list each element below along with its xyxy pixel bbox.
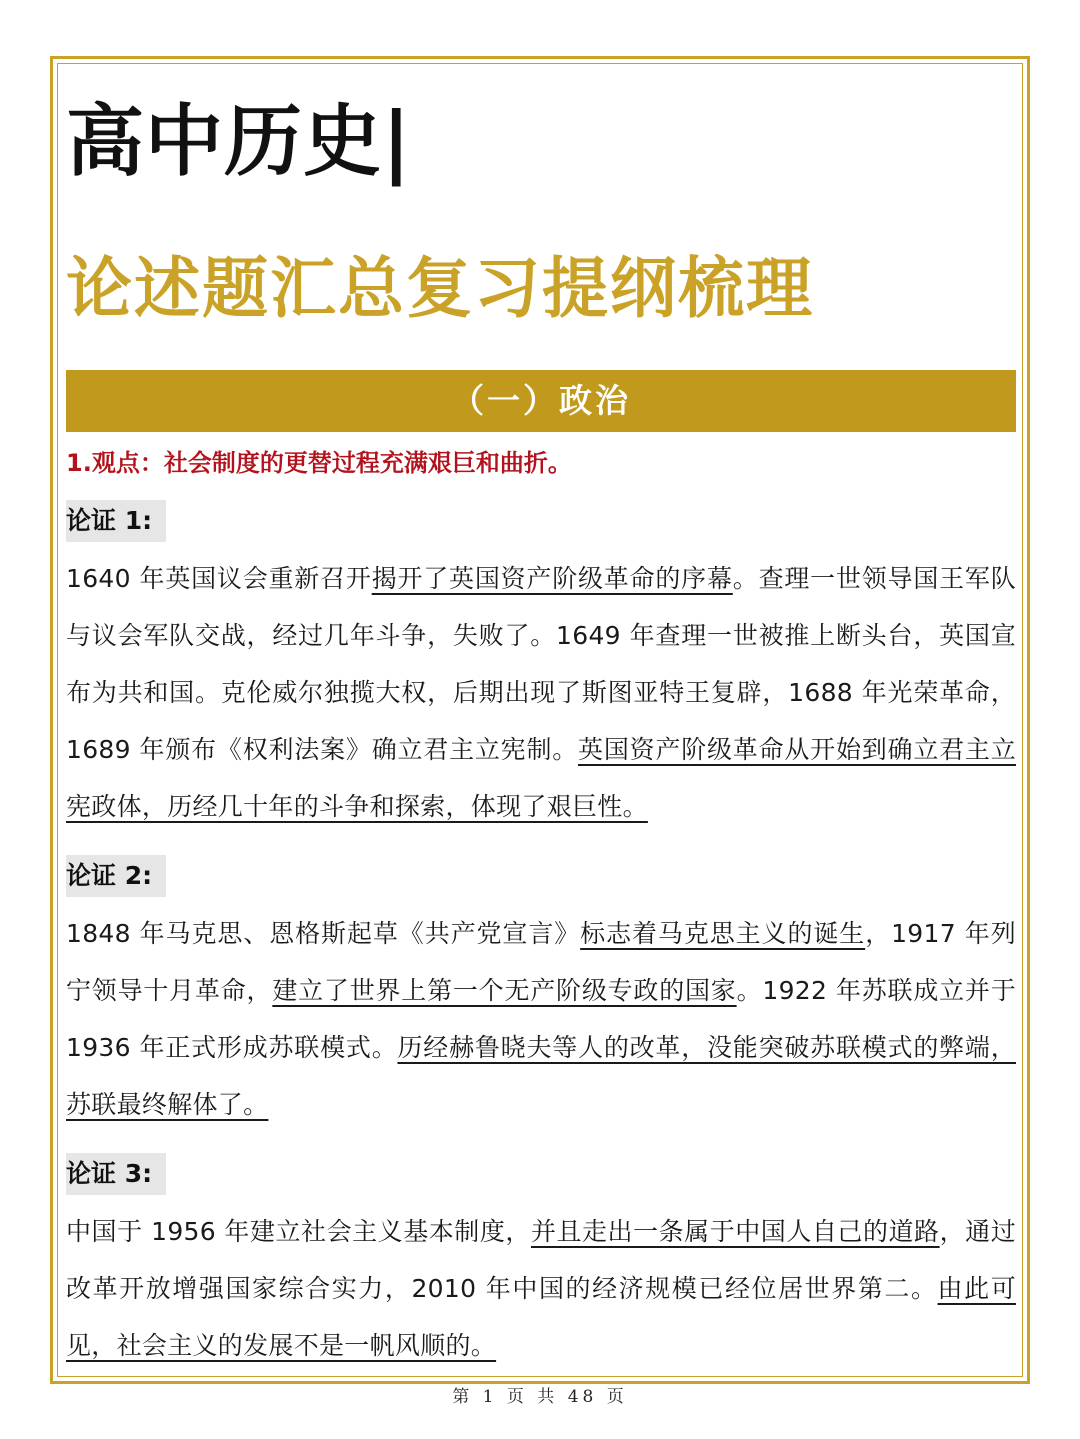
document-body xyxy=(66,70,1016,1374)
text-run: 1848 年马克思、恩格斯起草《共产党宣言》 xyxy=(66,919,581,948)
viewpoint-statement: 1.观点：社会制度的更替过程充满艰巨和曲折。 xyxy=(66,449,572,477)
argument-text xyxy=(66,1203,1016,1374)
argument-label: 论证 1: xyxy=(66,500,166,542)
text-run: ，通过改革开放增强国家综合实力，2010 年中国的经济规模已经位居世界第二。 xyxy=(66,1217,1016,1303)
underlined-text: 英国资产阶级革命从开始到确立君主立宪政体，历经几十年的斗争和探索，体现了艰巨性。 xyxy=(66,735,1017,821)
argument-block xyxy=(66,1133,1016,1374)
text-run: ，1917 年列宁领导十月革命， xyxy=(66,919,1016,1005)
argument-block xyxy=(66,480,1016,835)
underlined-text: 历经赫鲁晓夫等人的改革，没能突破苏联模式的弊端，苏联最终解体了。 xyxy=(66,1033,1016,1119)
page-subtitle: 论述题汇总复习提纲梳理 xyxy=(66,250,814,327)
underlined-text: 由此可见，社会主义的发展不是一帆风顺的。 xyxy=(66,1274,1016,1360)
underlined-text: 标志着马克思主义的诞生 xyxy=(580,919,866,948)
argument-text xyxy=(66,550,1016,835)
argument-label: 论证 3: xyxy=(66,1153,166,1195)
text-run: 。查理一世领导国王军队与议会军队交战，经过几年斗争，失败了。1649 年查理一世被推上断头台，英国宣布为共和国。克伦威尔独揽大权，后期出现了斯图亚特王复辟，1688 年光荣革命，1689 年颁布《权利法案》确立君主立宪制。 xyxy=(66,564,1016,764)
text-run: 。1922 年苏联成立并于 1936 年正式形成苏联模式。 xyxy=(66,976,1016,1062)
underlined-text: 并且走出一条属于中国人自己的道路 xyxy=(530,1217,940,1246)
argument-block xyxy=(66,835,1016,1133)
text-run: 中国于 1956 年建立社会主义基本制度， xyxy=(66,1217,531,1246)
page-title: 高中历史| xyxy=(66,97,412,187)
argument-text xyxy=(66,905,1016,1133)
section-header: （一）政治 xyxy=(66,370,1016,432)
underlined-text: 揭开了英国资产阶级革命的序幕 xyxy=(371,564,733,593)
argument-label: 论证 2: xyxy=(66,855,166,897)
underlined-text: 建立了世界上第一个无产阶级专政的国家 xyxy=(272,976,737,1005)
page-number: 第 1 页 共 48 页 xyxy=(452,1387,628,1407)
text-run: 1640 年英国议会重新召开 xyxy=(66,564,372,593)
